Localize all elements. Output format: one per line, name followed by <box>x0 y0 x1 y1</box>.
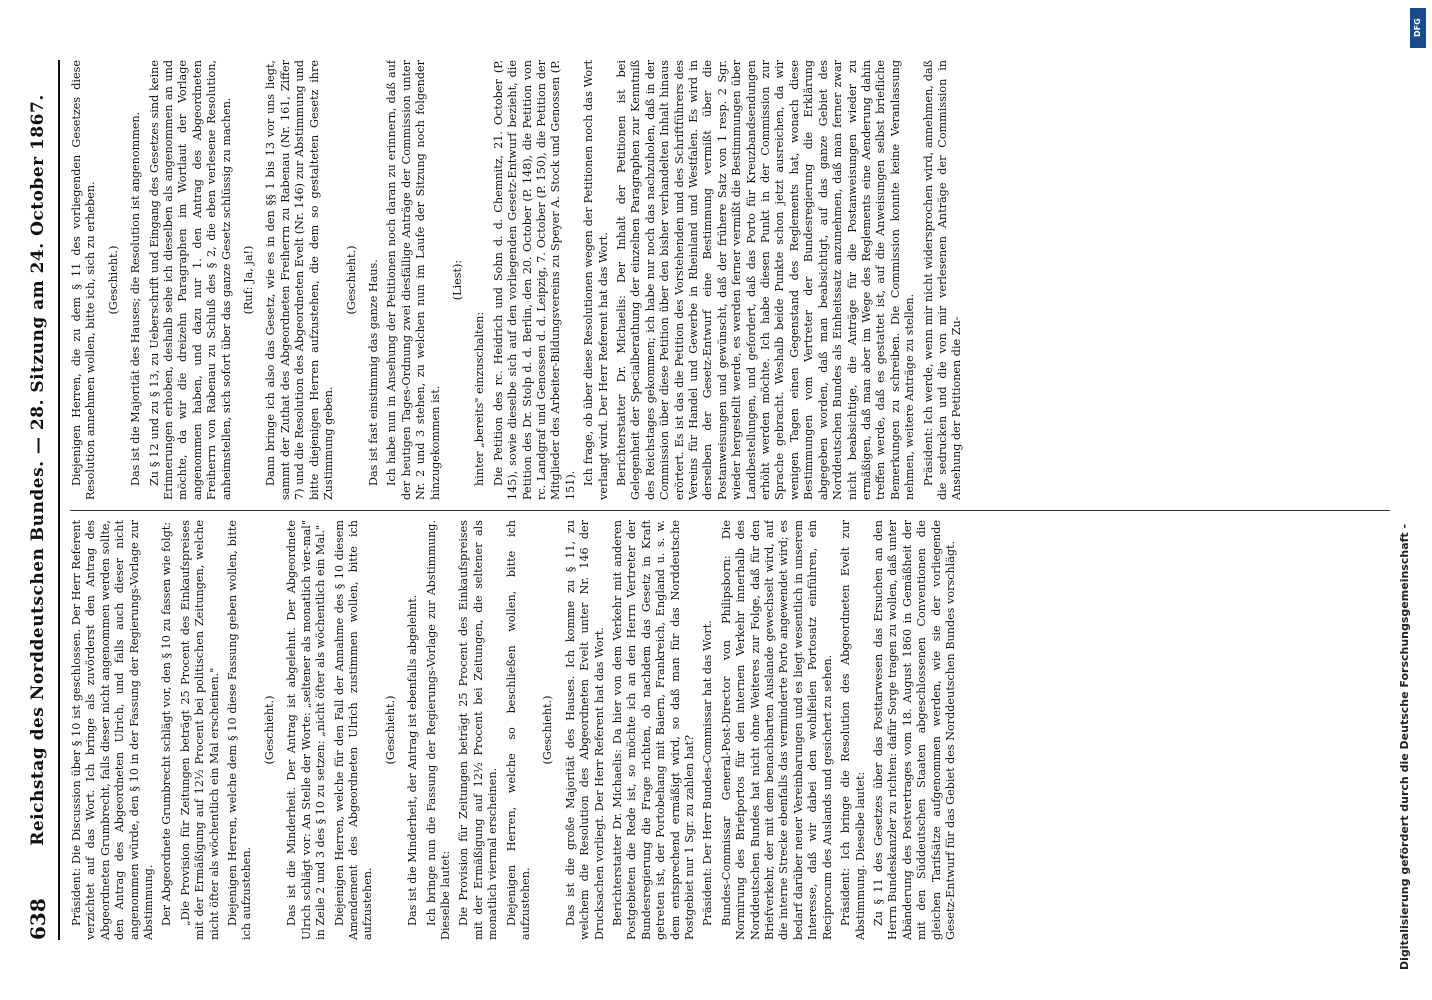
paragraph: Dann bringe ich also das Gesetz, wie es in den §§ 1 bis 13 vor uns liegt, sammt der Zuthat des Abgeordneten Freiherrn zu Rabenau (Nr. 161, Ziffer 7) und die Resolution des Abgeordneten Evelt (Nr. 146) zur Abstimmung und bitte diejenigen Herren aufzustehen, die dem so gestalteten Gesetz ihre Zustimmung geben. <box>264 60 336 500</box>
paragraph: (Geschieht.) <box>541 695 555 765</box>
paragraph: Das ist die große Majorität des Hauses. Ich komme zu § 11, zu welchem die Resolution des Abgeordneten Evelt unter Nr. 146 der Drucksachen vorliegt. Der Herr Referent hat das Wort. <box>563 520 606 940</box>
paragraph: Präsident: Ich werde, wenn mir nicht widersprochen wird, annehmen, daß die sedrucken und die von mir verlesenen Anträge der Commission in Ansehung der Petitionen die Zu- <box>921 60 964 500</box>
page-title: Reichstag des Norddeutschen Bundes. — 28. Sitzung am 24. October 1867. <box>28 94 48 846</box>
paragraph: „Die Provision für Zeitungen beträgt 25 Procent des Einkaufspreises mit der Ermäßigung auf 12½ Procent bei politischen Zeitungen, welche nicht öfter als wöchentlich ein Mal erscheinen." <box>178 520 221 940</box>
page-number: 638 <box>26 898 50 940</box>
paragraph: (Liest): <box>450 259 464 301</box>
paragraph: Das ist die Majorität des Hauses; die Resolution ist angenommen. <box>129 111 143 486</box>
paragraph: Ich bringe nun die Fassung der Regierungs-Vorlage zur Abstimmung. Dieselbe lautet: <box>424 520 452 940</box>
paragraph: Zu § 12 und zu § 13, zu Ueberschrift und Eingang des Gesetzes sind keine Erinnerungen erhoben, deshalb sehe ich dieselben als angenommen an und möchte, da wir die dreizehn Paragraphen im Wortlaut der Vorlage angenommen haben, und dazu nur 1. den Antrag des Abgeordneten Freiherrn von Rabenau zu Schluß des § 2, die eben verlesene Resolution, anheimstellen, sich sofort über das ganze Gesetz schlüssig zu machen. <box>147 60 233 500</box>
paragraph: Präsident: Ich bringe die Resolution des Abgeordneten Evelt zur Abstimmung. Dieselbe lautet: <box>839 520 867 940</box>
paragraph: hinter „bereits" einzuschalten: <box>473 311 487 486</box>
paragraph: Das ist die Minderheit. Der Antrag ist abgelehnt. Der Abgeordnete Ulrich schlägt vor: An Stelle der Worte: „seltener als monatlich vier-mal" in Zeile 2 und 3 des § 10 zu setzen: „nicht öfter als wöchentlich ein Mal." <box>285 520 328 940</box>
page-header <box>18 60 60 940</box>
paragraph: Die Petition des rc. Heidrich und Sohn d. d. Chemnitz, 21. October (P. 145), sowie dieselbe sich auf den vorliegenden Gesetz-Entwurf bezieht, die Petition des Dr. Stolp d. d. Berlin, den 20. October (P. 148), die Petition von rc. Landgraf und Genossen d. d. Leipzig, 7. October (P. 150), die Petition der Mitglieder des Arbeiter-Bildungsvereins zu Speyer A. Stock und Genossen (P. 151). <box>491 60 577 500</box>
left-column <box>70 520 1390 940</box>
paragraph: Präsident: Der Herr Bundes-Commissar hat das Wort. <box>701 620 715 926</box>
paragraph: Das ist fast einstimmig das ganze Haus. <box>366 259 380 486</box>
paragraph: Das ist die Minderheit, der Antrag ist ebenfalls abgelehnt. <box>406 594 420 926</box>
dfg-logo-badge: DFG <box>1410 8 1426 48</box>
paragraph: Diejenigen Herren, welche so beschließen wollen, bitte ich aufzustehen. <box>504 520 532 940</box>
paragraph: Berichterstatter Dr. Michaelis: Da hier von dem Verkehr mit anderen Postgebieten die Rede ist, so möchte ich an den Herrn Vertreter der Bundesregierung die Frage richten, ob nachdem das Gesetz in Kraft getreten ist, der Portobehang mit Baiern, Frankreich, England u. s. w. dem entsprechend ermäßigt wird, so daß man für das Norddeutsche Postgebiet nur 1 Sgr. zu zahlen hat? <box>611 520 697 940</box>
paragraph: Der Abgeordnete Grumbrecht schlägt vor, den § 10 zu fassen wie folgt: <box>160 522 174 926</box>
paragraph: Diejenigen Herren, welche für den Fall der Annahme des § 10 diesem Amendement des Abgeordneten Ulrich zustimmen wollen, bitte ich aufzustehen. <box>332 520 375 940</box>
paragraph: Berichterstatter Dr. Michaelis: Der Inhalt der Petitionen ist bei Gelegenheit der Specialberathung der einzelnen Paragraphen zur Kenntniß des Reichstages gekommen; ich habe nur noch das nachzuholen, daß in der Commission über diese Petition über den bisher verhandelten Inhalt hinaus erörtert. Es ist das die Petition des Vorstehenden und des Schriftführers des Vereins für Handel und Gewerbe in Rheinland und Westfalen. Es wird in derselben der Gesetz-Entwurf eine Bestimmung vermißt über die Postanweisungen und gewünscht, daß der frühere Satz von 1 resp. 2 Sgr. wieder hergestellt werde, es werden ferner vermißt die Bestimmungen über Landbestellungen, und gefordert, daß das Porto für Kreuzbandsendungen erhöht werden möchte. Ich habe diesen Punkt in der Commission zur Sprache gebracht. Weshalb beide Punkte schon jetzt ausreichen, da wir wenigen Tagen einen Gegenstand des Reglements hat, wonach diese Bestimmungen vom Vertreter der Bundesregierung die Erklärung abgegeben worden, daß man beabsichtigt, auf das ganze Gebiet des Norddeutschen Bundes als Einheitssatz anzunehmen, daß man ferner zwar nicht beabsichtige, die Anträge für die Postanweisungen wieder zu ermäßigen, daß man aber im Wege des Reglements eine Aenderung dahin treffen werde, daß es gestattet ist, auf die Anweisungen selbst briefliche Bemerkungen zu schreiben. Die Commission konnte keine Veranlassung nehmen, weitere Anträge zu stellen. <box>615 60 917 500</box>
paragraph: (Geschieht.) <box>344 245 358 315</box>
watermark-text: Digitalisierung gefördert durch die Deutsche Forschungsgemeinschaft - <box>1398 523 1411 970</box>
paragraph: Präsident: Die Discussion über § 10 ist geschlossen. Der Herr Referent verzichtet auf das Wort. Ich bringe als zuvörderst den Antrag des Abgeordneten Grumbrecht, falls dieser nicht angenommen werden sollte, den Antrag des Abgeordneten Ulrich, und falls auch dieser nicht angenommen würde, den § 10 in der Fassung der Regierungs-Vorlage zur Abstimmung. <box>70 520 156 940</box>
paragraph: (Geschieht.) <box>383 695 397 765</box>
paragraph: Diejenigen Herren, welche dem § 10 diese Fassung geben wollen, bitte ich aufzustehen. <box>226 520 254 940</box>
paragraph: Bundes-Commissar General-Post-Director von Philipsborn: Die Normirung des Briefportos für den internen Verkehr innerhalb des Norddeutschen Bundes hat nicht ohne Weiteres zur Folge, daß für den Briefverkehr, der mit dem benachbarten Auslande gewechselt wird, auf die interne Strecke ebenfalls das verminderte Porto angewendet wird; es bedarf darüber neuer Vereinbarungen und es liegt wesentlich in unserem Interesse, daß wir dabei den wohlfeilen Portosatz einführen, ein Reciprocum des Auslands und gesichert zu sehen. <box>719 520 834 940</box>
paragraph: (Geschieht.) <box>262 695 276 765</box>
paragraph: Zu § 11 des Gesetzes über das Posttarwesen das Ersuchen an den Herrn Bundeskanzler zu richten: dafür Sorge tragen zu wollen, daß unter Abänderung des Postvertrages vom 18. August 1860 in Gemäßheit der mit den Süddeutschen Staaten abgeschlossenen Conventionen die gleichen Tarifsätze aufgenommen werden, wie sie der vorliegende Gesetz-Entwurf für das Gebiet des Norddeutschen Bundes vorschlägt. <box>871 520 957 940</box>
paragraph: Die Provision für Zeitungen beträgt 25 Procent des Einkaufspreises mit der Ermäßigung auf 12½ Procent bei Zeitungen, die seltener als monatlich viermal erscheinen. <box>457 520 500 940</box>
paragraph: Diejenigen Herren, die zu dem § 11 des vorliegenden Gesetzes diese Resolution annehmen wollen, bitte ich, sich zu erheben. <box>70 60 98 500</box>
paragraph: Ich habe nun in Ansehung der Petitionen noch daran zu erinnern, daß auf der heutigen Tages-Ordnung zwei diesfällige Anträge der Commission unter Nr. 2 und 3 stehen, zu welchen nun im Laufe der Sitzung noch folgender hinzugekommen ist. <box>385 60 442 500</box>
column-divider <box>70 510 1390 511</box>
paragraph: (Ruf: Ja, ja!) <box>242 245 256 315</box>
digitization-watermark <box>1398 30 1428 970</box>
right-column <box>70 60 1390 500</box>
paragraph: (Geschieht.) <box>106 245 120 315</box>
paragraph: Ich frage, ob über diese Resolutionen wegen der Petitionen noch das Wort verlangt wird. Der Herr Referent hat das Wort. <box>582 60 610 500</box>
